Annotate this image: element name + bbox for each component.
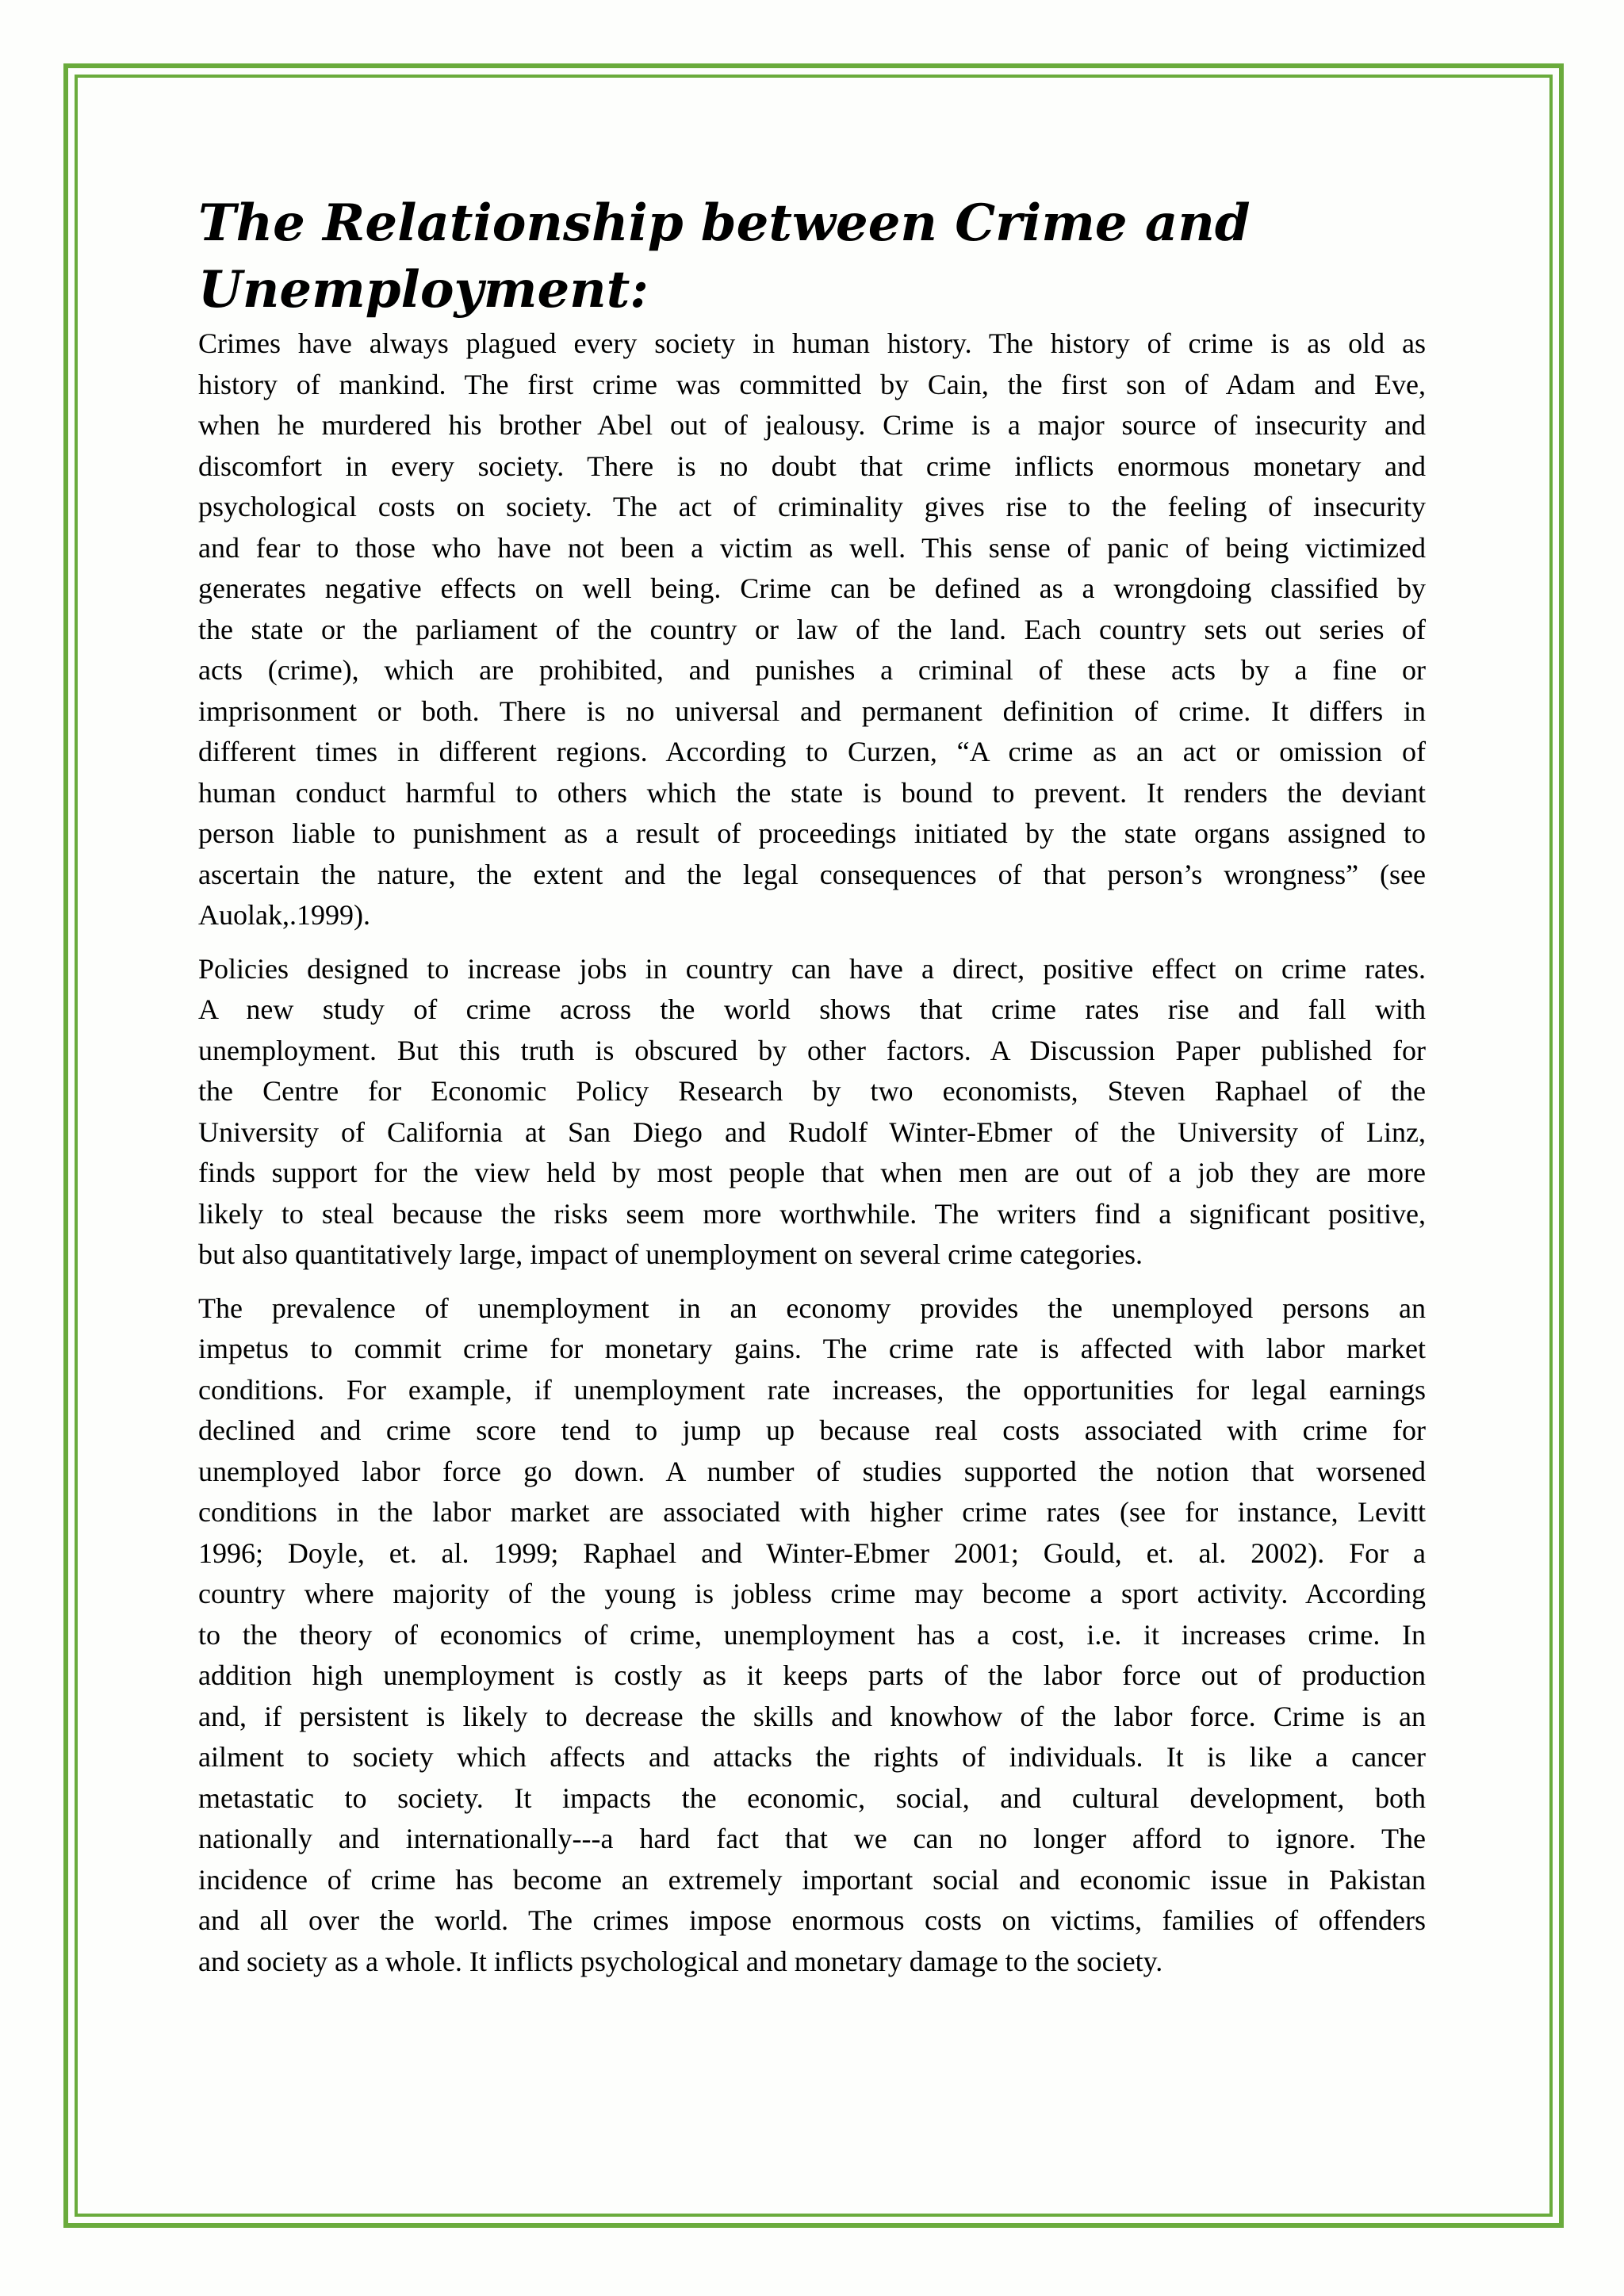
paragraph-line: generates negative effects on well being. Crime can be defined as a wrongdoing classified by [198, 572, 1426, 604]
paragraph-line: country where majority of the young is jobless crime may become a sport activity. According [198, 1578, 1426, 1609]
paragraph-line: The prevalence of unemployment in an economy provides the unemployed persons an [198, 1292, 1426, 1324]
paragraph-line: and society as a whole. It inflicts psychological and monetary damage to the society. [198, 1945, 1163, 1977]
paragraph-line: conditions in the labor market are associated with higher crime rates (see for instance, Levitt [198, 1496, 1426, 1528]
paragraph-line: addition high unemployment is costly as it keeps parts of the labor force out of production [198, 1659, 1426, 1691]
paragraph-line: impetus to commit crime for monetary gains. The crime rate is affected with labor market [198, 1333, 1426, 1364]
page-title [198, 190, 1426, 323]
paragraph-line: to the theory of economics of crime, unemployment has a cost, i.e. it increases crime. In [198, 1618, 1426, 1651]
paragraph-line: the state or the parliament of the country or law of the land. Each country sets out series of [198, 613, 1426, 645]
paragraph-line: unemployment. But this truth is obscured by other factors. A Discussion Paper published for [198, 1034, 1426, 1066]
paragraph-line: 1996; Doyle, et. al. 1999; Raphael and Winter-Ebmer 2001; Gould, et. al. 2002). For a [198, 1536, 1426, 1569]
paragraph-line: A new study of crime across the world shows that crime rates rise and fall with [198, 993, 1426, 1025]
paragraph-line: University of California at San Diego and Rudolf Winter-Ebmer of the University of Linz, [198, 1115, 1426, 1148]
paragraph-line: history of mankind. The first crime was committed by Cain, the first son of Adam and Eve, [198, 368, 1426, 400]
paragraph-line: different times in different regions. According to Curzen, “A crime as an act or omission of [198, 736, 1426, 767]
paragraph-line: but also quantitatively large, impact of unemployment on several crime categories. [198, 1238, 1143, 1270]
title-line: Unemployment: [198, 260, 649, 320]
paragraph-line: conditions. For example, if unemployment rate increases, the opportunities for legal earnings [198, 1373, 1426, 1406]
paragraph-line: acts (crime), which are prohibited, and punishes a criminal of these acts by a fine or [198, 654, 1426, 686]
paragraph-crime-history [198, 323, 1426, 936]
paragraph-line: Policies designed to increase jobs in country can have a direct, positive effect on crime rates. [198, 952, 1426, 985]
paragraph-line: and, if persistent is likely to decrease the skills and knowhow of the labor force. Crime is an [198, 1700, 1426, 1732]
paragraph-line: metastatic to society. It impacts the economic, social, and cultural development, both [198, 1781, 1426, 1814]
paragraph-line: Auolak,.1999). [198, 899, 370, 931]
paragraph-line: declined and crime score tend to jump up because real costs associated with crime for [198, 1414, 1426, 1446]
paragraph-line: imprisonment or both. There is no universal and permanent definition of crime. It differs in [198, 695, 1426, 727]
title-line: The Relationship between Crime and [198, 193, 1251, 253]
paragraph-line: person liable to punishment as a result of proceedings initiated by the state organs assigned to [198, 817, 1426, 849]
paragraph-line: likely to steal because the risks seem more worthwhile. The writers find a significant positive, [198, 1197, 1426, 1230]
paragraph-line: incidence of crime has become an extremely important social and economic issue in Pakistan [198, 1863, 1426, 1896]
paragraph-line: ascertain the nature, the extent and the legal consequences of that person’s wrongness” (see [198, 858, 1426, 890]
paragraph-line: Crimes have always plagued every society in human history. The history of crime is as old as [198, 327, 1426, 359]
paragraph-line: finds support for the view held by most people that when men are out of a job they are more [198, 1157, 1426, 1188]
paragraph-unemployment-prevalence [198, 1288, 1426, 1983]
paragraph-line: psychological costs on society. The act of criminality gives rise to the feeling of insecurity [198, 491, 1426, 522]
paragraph-line: the Centre for Economic Policy Research by two economists, Steven Raphael of the [198, 1075, 1426, 1107]
paragraph-line: and fear to those who have not been a victim as well. This sense of panic of being victimized [198, 531, 1426, 564]
paragraph-line: unemployed labor force go down. A number of studies supported the notion that worsened [198, 1455, 1426, 1487]
paragraph-line: when he murdered his brother Abel out of jealousy. Crime is a major source of insecurity and [198, 409, 1426, 441]
document-body [198, 190, 1426, 1995]
paragraph-line: and all over the world. The crimes impose enormous costs on victims, families of offenders [198, 1904, 1426, 1936]
paragraph-line: nationally and internationally---a hard fact that we can no longer afford to ignore. The [198, 1823, 1426, 1854]
paragraph-line: ailment to society which affects and attacks the rights of individuals. It is like a cancer [198, 1741, 1426, 1773]
paragraph-jobs-policy [198, 949, 1426, 1276]
paragraph-line: human conduct harmful to others which the state is bound to prevent. It renders the deviant [198, 776, 1426, 809]
paragraph-line: discomfort in every society. There is no doubt that crime inflicts enormous monetary and [198, 450, 1426, 482]
